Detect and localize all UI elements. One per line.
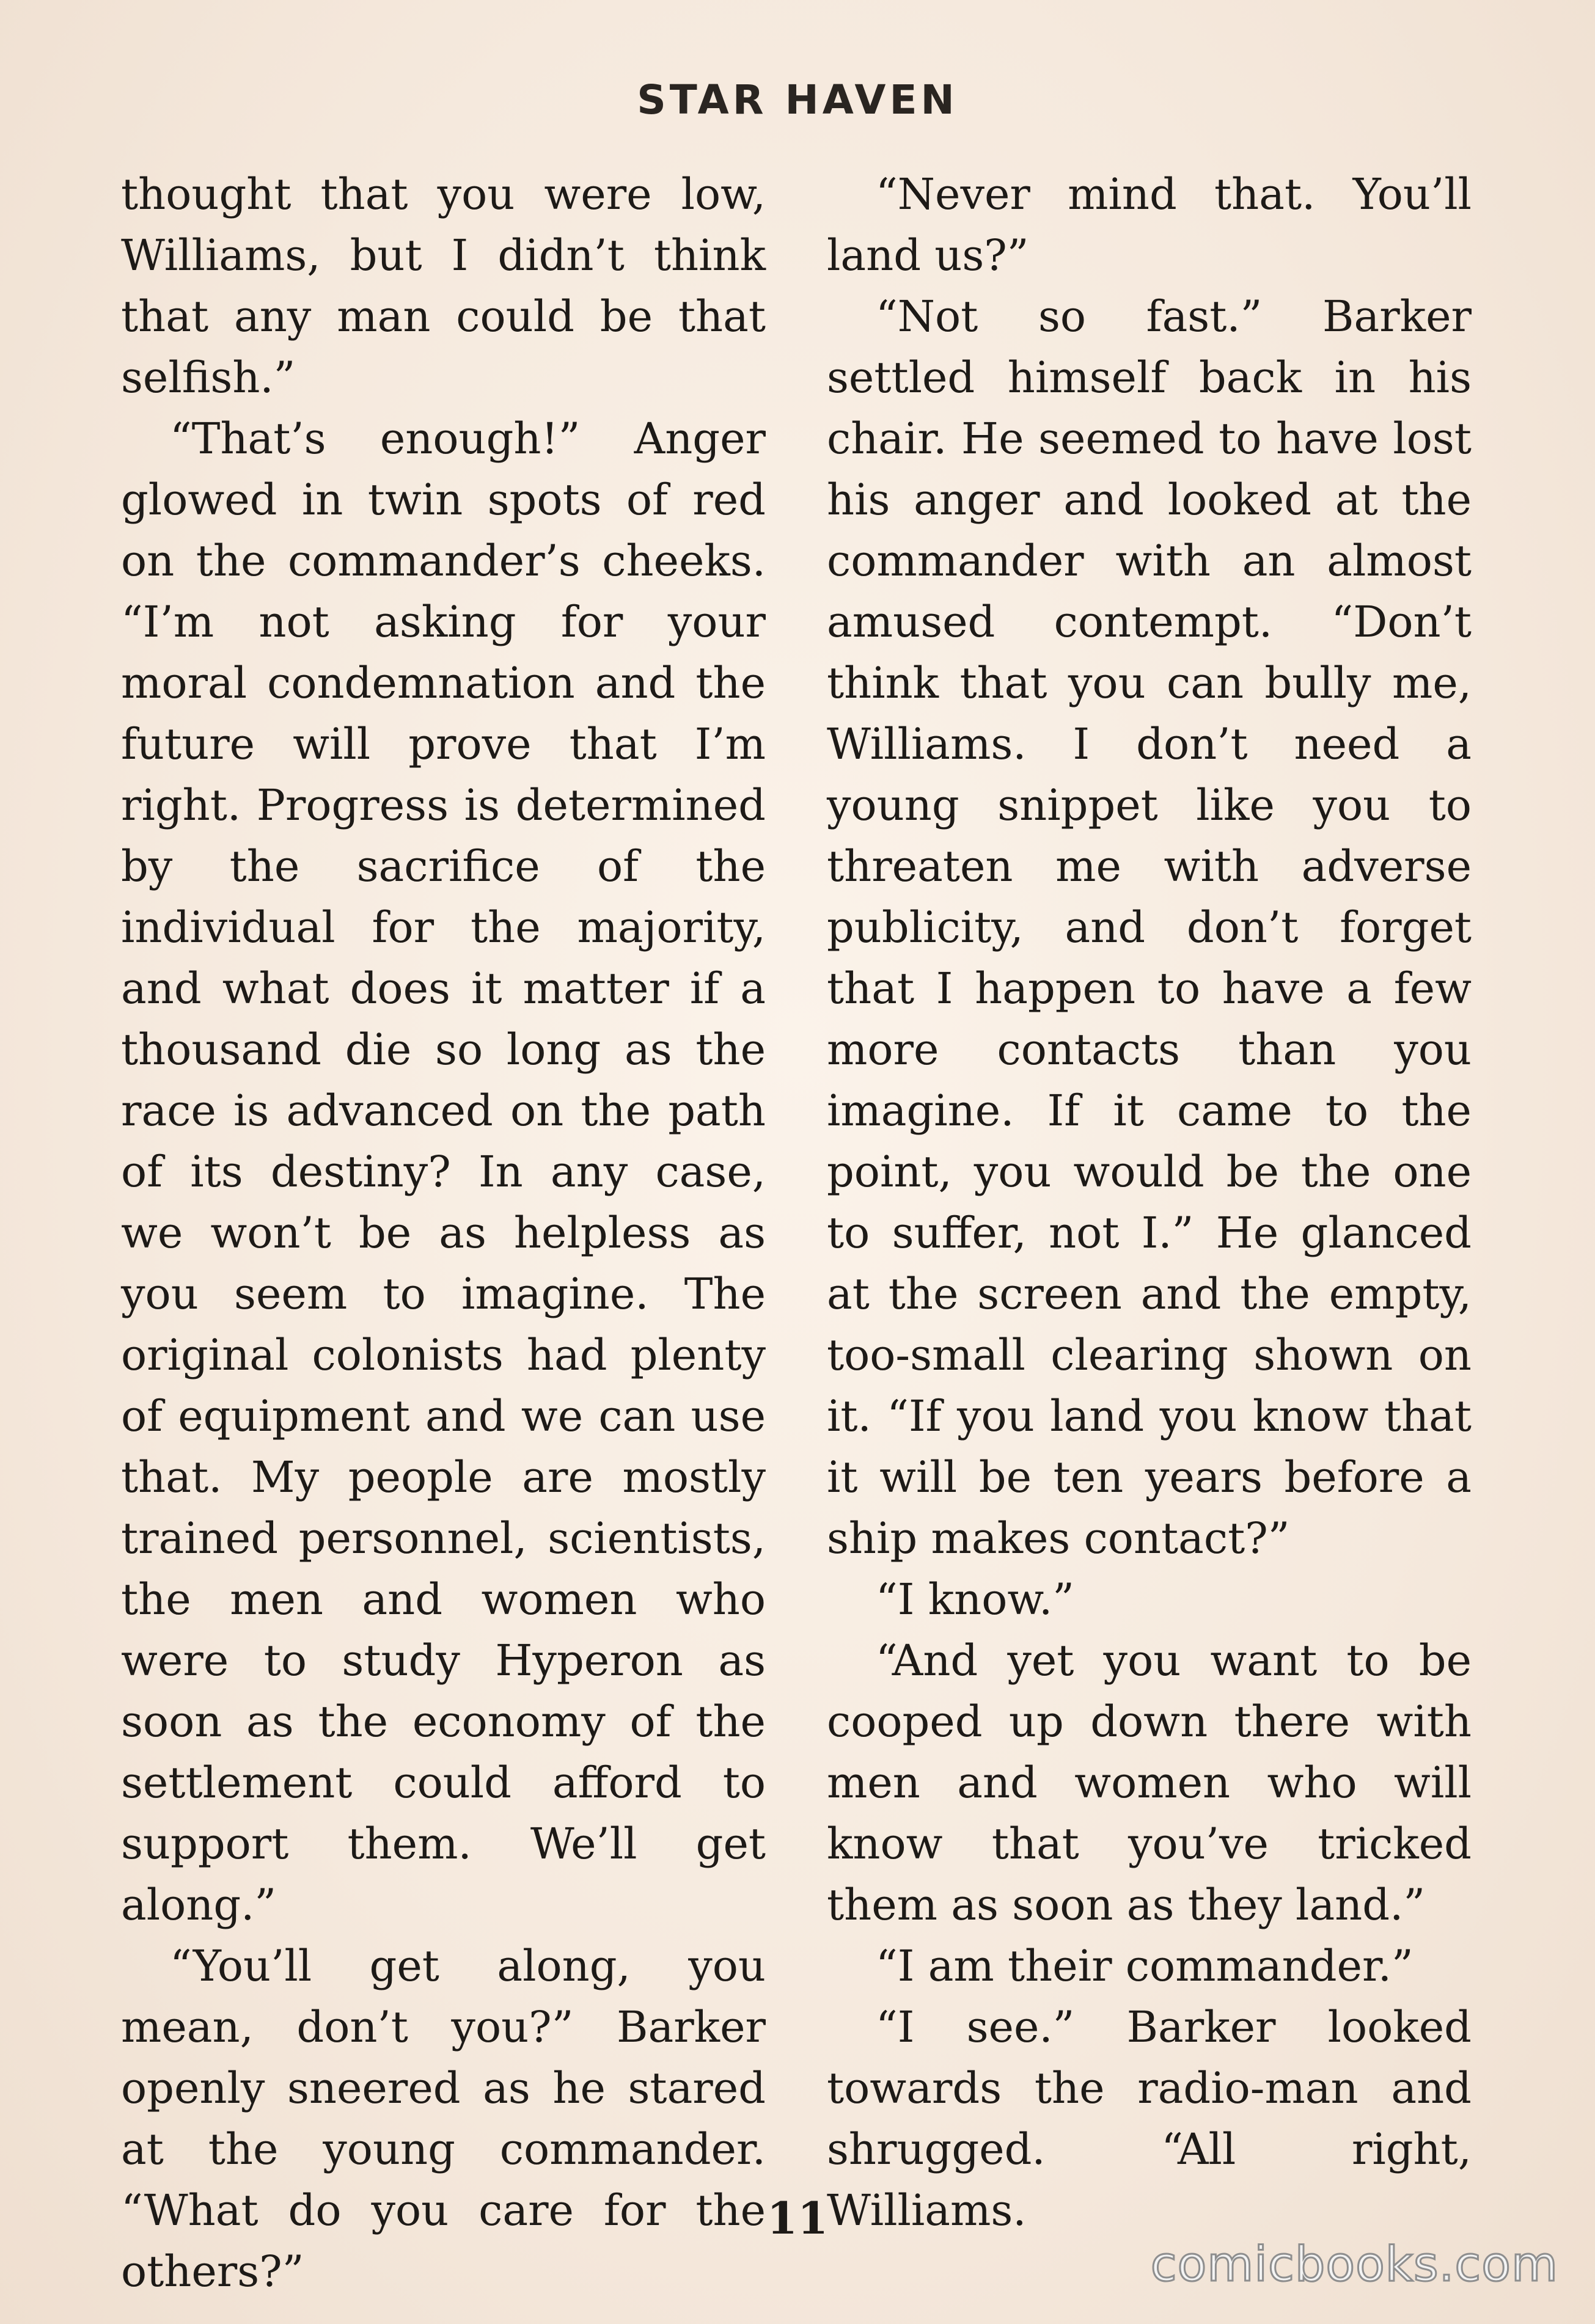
paragraph: “You’ll get along, you mean, don’t you?” Barker openly sneered as he stared at the young commander. “What do you care for the others?” xyxy=(121,1941,766,2297)
paragraph: “And yet you want to be cooped up down there with men and women who will know that you’ve tricked them as soon as they land.” xyxy=(827,1635,1472,1930)
paragraph: “I am their commander.” xyxy=(876,1941,1414,1991)
watermark: comicbooks.com xyxy=(1150,2237,1558,2292)
left-column xyxy=(121,164,766,2302)
paragraph: “I see.” Barker looked towards the radio-man and shrugged. “All right, Williams. xyxy=(827,2002,1472,2235)
paragraph: “That’s enough!” Anger glowed in twin spots of red on the commander’s cheeks. “I’m not asking for your moral condemnation and the future will prove that I’m right. Progress is determined by the sacrifice of the individual for the majority, and what does it matter if a thousand die so long as the race is advanced on the path of its destiny? In any case, we won’t be as helpless as you seem to imagine. The original colonists had plenty of equipment and we can use that. My people are mostly trained personnel, scientists, the men and women who were to study Hyperon as soon as the economy of the settlement could afford to support them. We’ll get along.” xyxy=(121,414,766,1930)
page-number: 11 xyxy=(766,2192,829,2244)
right-column xyxy=(827,164,1472,2241)
paragraph: “I know.” xyxy=(876,1574,1074,1624)
paragraph: “Not so fast.” Barker settled himself back in his chair. He seemed to have lost his anger and looked at the commander with an almost amused contempt. “Don’t think that you can bully me, Williams. I don’t need a young snippet like you to threaten me with adverse publicity, and don’t forget that I happen to have a few more contacts than you imagine. If it came to the point, you would be the one to suffer, not I.” He glanced at the screen and the empty, too-small clearing shown on it. “If you land you know that it will be ten years before a ship makes contact?” xyxy=(827,291,1472,1563)
paragraph: “Never mind that. You’ll land us?” xyxy=(827,169,1472,280)
running-head: STAR HAVEN xyxy=(637,76,958,123)
paragraph: thought that you were low, Williams, but I didn’t think that any man could be that selfish.” xyxy=(121,169,766,403)
